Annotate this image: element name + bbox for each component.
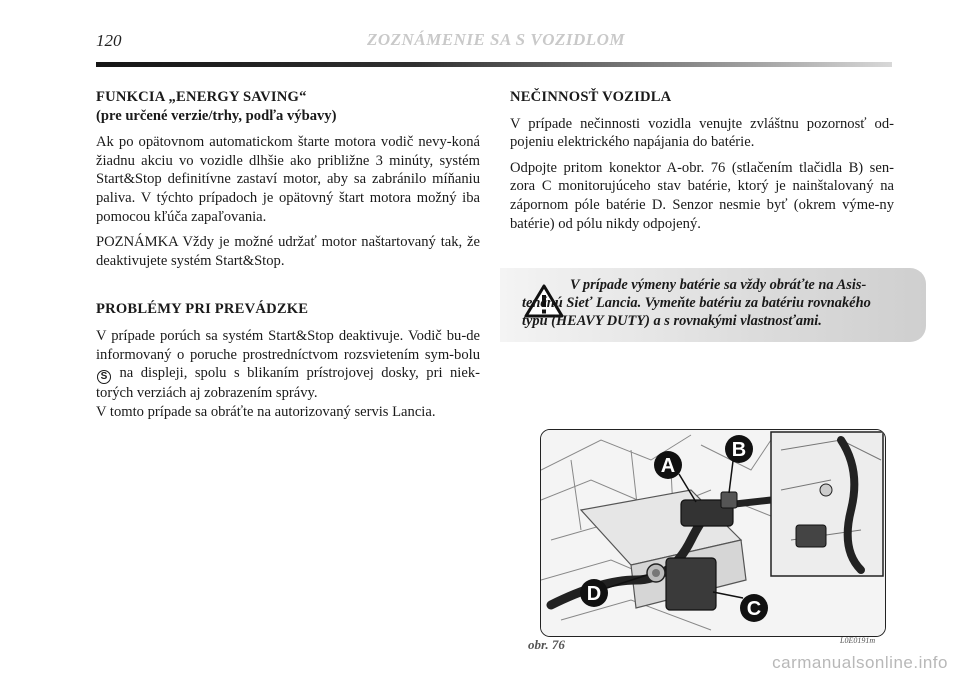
right-column: [510, 88, 894, 240]
figure-label-c: C: [746, 598, 762, 620]
paragraph-energy-saving: Ak po opätovnom automatickom štarte motora vodič nevy-koná žiadnu akciu vo vozidle dlhšie ako približne 3 minúty, systém Start&Stop definitívne zastaví motor, aby sa zabránilo míňaniu paliva. V týchto prípadoch je opätovný štart motora možný iba pomocou kľúča zapaľovania.: [96, 134, 480, 225]
page-number: 120: [96, 31, 122, 50]
figure-label-d: D: [586, 583, 602, 605]
watermark: carmanualsonline.info: [772, 653, 948, 672]
section-heading-energy-saving: FUNKCIA „ENERGY SAVING“: [96, 89, 307, 105]
battery-illustration: [541, 430, 885, 636]
figure-caption: obr. 76: [528, 637, 565, 652]
figure-label-a: A: [660, 455, 676, 477]
left-column: [96, 88, 480, 428]
paragraph-problems-part2: na displeji, spolu s blikaním prístrojovej dosky, pri niek-torých verziách aj zobrazením správy.: [96, 365, 480, 402]
paragraph-problems-part1: V prípade porúch sa systém Start&Stop deaktivuje. Vodič bu-de informovaný o poruche prostredníctvom rozsvietením sym-bolu: [96, 327, 480, 363]
page-header: [96, 28, 896, 58]
start-stop-failure-icon: S: [97, 370, 111, 384]
paragraph-service: V tomto prípade sa obráťte na autorizovaný servis Lancia.: [96, 403, 436, 420]
figure-label-b: B: [731, 439, 747, 461]
paragraph-inactivity: V prípade nečinnosti vozidla venujte zvláštnu pozornosť od-pojeniu elektrického napájania do batérie.: [510, 115, 894, 151]
warning-text: V prípade výmeny batérie sa vždy obráťte na Asis-tenčnú Sieť Lancia. Vymeňte batériu za batériu rovnakého typu (HEAVY DUTY) a s rovnakými vlastnosťami.: [522, 277, 871, 330]
section-heading-inactivity: NEČINNOSŤ VOZIDLA: [510, 89, 672, 105]
paragraph-disconnect: Odpojte pritom konektor A-obr. 76 (stlačením tlačidla B) sen-zora C monitorujúceho stav batérie, ktorý je nainštalovaný na zápornom póle batérie D. Senzor nesmie byť (okrem výme-ny batérie) od pólu nikdy odpojený.: [510, 159, 894, 232]
paragraph-note: POZNÁMKA Vždy je možné udržať motor naštartovaný tak, že deaktivujete systém Start&Stop.: [96, 234, 480, 269]
figure-battery-connector: [540, 429, 886, 637]
figure-code: L0E0191m: [840, 636, 876, 645]
running-title: ZOZNÁMENIE SA S VOZIDLOM: [366, 30, 626, 49]
paragraph-problems: [96, 327, 480, 403]
section-subheading-versions: (pre určené verzie/trhy, podľa výbavy): [96, 107, 337, 124]
header-rule: [96, 62, 892, 67]
section-heading-problems: PROBLÉMY PRI PREVÁDZKE: [96, 301, 309, 318]
warning-box: [500, 268, 926, 342]
